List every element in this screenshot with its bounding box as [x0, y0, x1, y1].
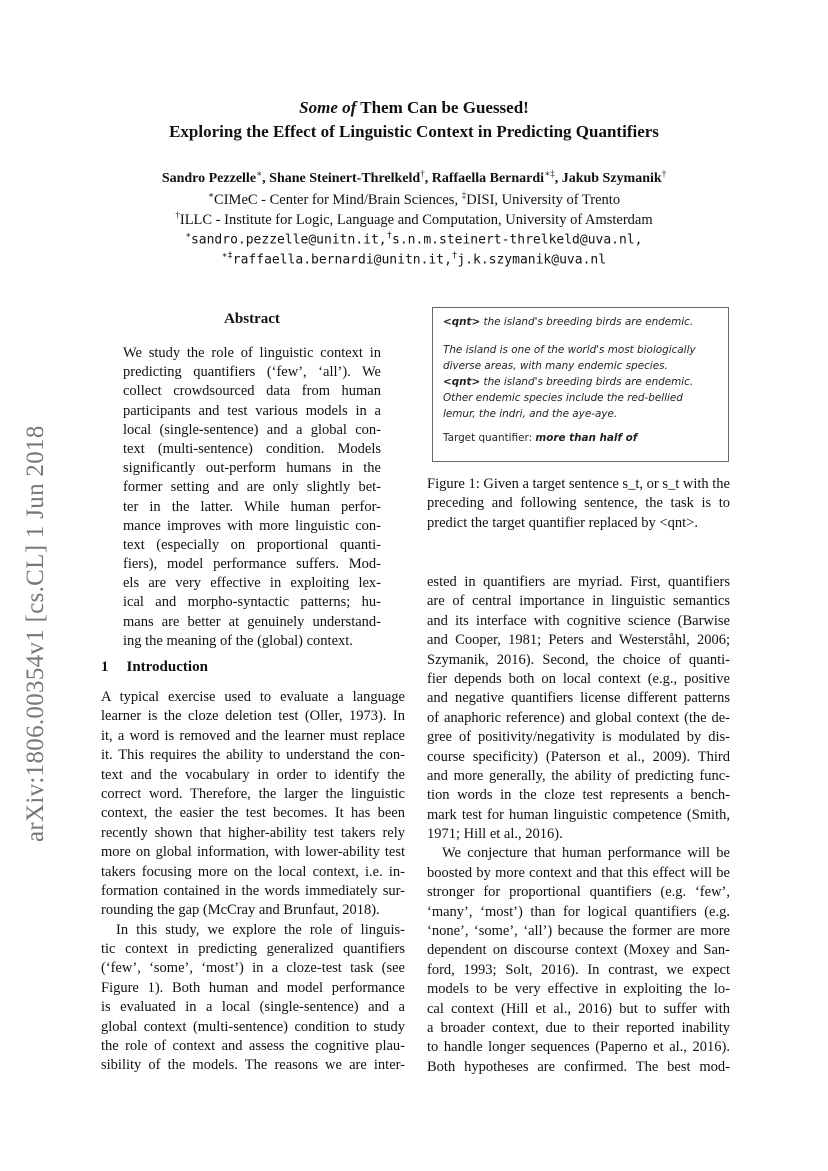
body-line: and negative quantifiers license different patterns	[427, 690, 730, 707]
body-line: Figure 1). Both human and model performance	[101, 979, 405, 996]
body-line: the role of context and assess the cognitive plau-	[101, 1038, 405, 1055]
email-link[interactable]: raffaella.bernardi@unitn.it,	[232, 252, 452, 268]
body-line: course specificity) (Paterson et al., 2009). Third	[427, 748, 730, 765]
intro-right-column	[427, 573, 730, 1077]
email-line-1: ∗sandro.pezzelle@unitn.it,†s.n.m.steinert-threlkeld@uva.nl,	[185, 231, 643, 248]
abstract-heading: Abstract	[224, 311, 280, 327]
body-line: text and the vocabulary in order to identify the	[101, 766, 405, 783]
body-line: formation contained in the words immediately sur-	[101, 882, 405, 899]
abstract-line: ing the meaning of the (global) context.	[123, 632, 353, 649]
abstract-body	[123, 344, 381, 651]
abstract-line: text (multi-sentence) condition. Models	[123, 440, 381, 457]
body-line: ford, 1993; Solt, 2016). In contrast, we expect	[427, 961, 730, 978]
body-line: ‘none’, ‘some’, ‘all’) because the former are more	[427, 923, 730, 940]
body-line: it, a word is removed and the learner must replace	[101, 727, 405, 744]
body-line: mark test for human linguistic competence (Smith,	[427, 806, 730, 823]
body-line: rounding the gap (McCray and Brunfaut, 2018).	[101, 902, 380, 919]
abstract-line: mans are better at genuinely understand-	[123, 613, 381, 630]
author: Sandro Pezzelle∗,	[161, 168, 270, 186]
body-line: In this study, we explore the role of linguis-	[116, 921, 405, 938]
body-line: are of central importance in linguistic semantics	[427, 593, 730, 610]
body-line: A typical exercise used to evaluate a language	[101, 689, 405, 705]
intro-left-column	[101, 688, 405, 1076]
affiliation-line-1: ∗CIMeC - Center for Mind/Brain Sciences, ‡DISI, University of Trento	[207, 190, 621, 208]
abstract-line: text (especially on proportional quanti-	[123, 536, 381, 553]
abstract-line: fiers), model performance suffers. Mod-	[123, 556, 381, 573]
abstract-line: collect crowdsourced data from human	[123, 383, 381, 400]
abstract-line: predicting quantifiers (‘few’, ‘all’). We	[123, 364, 381, 381]
body-line: 1971; Hill et al., 2016).	[427, 826, 563, 843]
caption-line: preceding and following sentence, the task is to	[427, 495, 730, 512]
abstract-line: significantly out-perform humans in the	[123, 460, 381, 477]
body-line: it. This requires the ability to understand the con-	[101, 747, 405, 764]
abstract-line: former setting and are only slightly bet-	[123, 479, 381, 496]
email-line-2: ∗‡raffaella.bernardi@unitn.it,†j.k.szymanik@uva.nl	[221, 251, 607, 268]
title-line-1: Some of Them Can be Guessed!	[299, 98, 529, 117]
body-line: ‘many’, ‘most’) than for logical quantifiers (e.g.	[427, 903, 730, 920]
body-line: to handle longer sequences (Paperno et al., 2016).	[427, 1039, 730, 1056]
body-line: cal context (Hill et al., 2016) but to suffer with	[427, 1000, 730, 1017]
body-line: Both hypotheses are confirmed. The best mod-	[427, 1058, 730, 1075]
body-line: learner is the cloze deletion test (Oller, 1973). In	[101, 708, 405, 725]
body-line: tic context in predicting generalized quantifiers	[101, 941, 405, 958]
body-line: ested in quantifiers are myriad. First, quantifiers	[427, 574, 730, 590]
body-line: We conjecture that human performance will be	[442, 845, 730, 862]
figure-1-caption	[427, 475, 730, 533]
context-line: diverse areas, with many endemic species.	[443, 360, 668, 372]
body-line: of anaphoric reference) and global context (the de-	[427, 709, 730, 726]
body-line: fier depends both on local context (e.g., positive	[427, 670, 730, 687]
abstract-line: local (single-sentence) and a global con-	[123, 421, 381, 438]
affiliation-line-2: †ILLC - Institute for Logic, Language and Computation, University of Amsterdam	[175, 210, 653, 228]
body-line: gree of positivity/negativity is modulated by dis-	[427, 729, 730, 746]
abstract-line: ical and morpho-syntactic patterns; hu-	[123, 594, 381, 611]
body-line: recently shown that higher-ability test takers rely	[101, 824, 405, 841]
body-line: Szymanik, 2016). Second, the choice of quanti-	[427, 651, 730, 668]
body-line: sibility of the models. The reasons we are inter-	[101, 1057, 405, 1074]
email-link[interactable]: sandro.pezzelle@unitn.it,	[190, 232, 387, 248]
author: Raffaella Bernardi∗‡,	[431, 168, 562, 186]
target-quantifier: Target quantifier: more than half of	[443, 432, 638, 444]
body-line: (‘few’, ‘some’, ‘most’) in a cloze-test task (see	[101, 960, 405, 977]
body-line: correct word. Therefore, the larger the linguistic	[101, 785, 405, 802]
target-sentence: <qnt> the island's breeding birds are endemic.	[443, 316, 694, 328]
figure-1-example-box	[432, 307, 729, 462]
context-line: <qnt> the island's breeding birds are endemic.	[443, 376, 694, 388]
author: Jakub Szymanik†	[561, 168, 667, 186]
abstract-line: participants and test various models in a	[123, 402, 381, 419]
abstract-line: ter in the latter. While human perfor-	[123, 498, 381, 515]
author: Shane Steinert-Threlkeld†,	[269, 168, 432, 186]
body-line: models to be very effective in exploiting the lo-	[427, 981, 730, 998]
context-line: lemur, the indri, and the aye-aye.	[443, 408, 618, 420]
email-link[interactable]: s.n.m.steinert-threlkeld@uva.nl,	[392, 232, 643, 248]
body-line: takers focusing more on the local context, i.e. in-	[101, 863, 405, 880]
body-line: is evaluated in a local (single-sentence) and a	[101, 999, 405, 1016]
context-line: The island is one of the world's most biologically	[443, 344, 696, 356]
email-link[interactable]: j.k.szymanik@uva.nl	[457, 252, 607, 268]
body-line: global context (multi-sentence) condition to study	[101, 1018, 405, 1035]
body-line: more on global information, with lower-ability test	[101, 844, 405, 861]
abstract-line: mance improves with more linguistic con-	[123, 517, 381, 534]
abstract-line: els are very effective in exploiting lex-	[123, 575, 381, 592]
body-line: context, the easier the test becomes. It has been	[101, 805, 405, 822]
body-line: a broader context, due to their reported inability	[427, 1019, 730, 1036]
body-line: stronger for proportional quantifiers (e.g. ‘few’,	[427, 884, 730, 901]
caption-line: Figure 1: Given a target sentence s_t, or s_t with the	[427, 476, 730, 492]
caption-line: predict the target quantifier replaced by <qnt>.	[427, 514, 698, 531]
abstract-line: We study the role of linguistic context in	[123, 345, 381, 361]
section-heading: 1 Introduction	[101, 659, 208, 675]
body-line: tion words in the cloze test represents a bench-	[427, 787, 730, 804]
arxiv-stamp[interactable]: arXiv:1806.00354v1 [cs.CL] 1 Jun 2018	[22, 425, 49, 842]
body-line: dependent on discourse context (Moxey and San-	[427, 942, 730, 959]
body-line: and Cooper, 1981; Peters and Westerståhl, 2006;	[427, 632, 730, 649]
title-line-2: Exploring the Effect of Linguistic Context in Predicting Quantifiers	[169, 122, 659, 141]
body-line: and its interface with cognitive science (Barwise	[427, 612, 730, 629]
body-line: boosted by more context and that this effect will be	[427, 864, 730, 881]
body-line: and more generally, the ability of predicting func-	[427, 767, 730, 784]
context-line: Other endemic species include the red-bellied	[443, 392, 683, 404]
paper-title	[0, 96, 828, 144]
